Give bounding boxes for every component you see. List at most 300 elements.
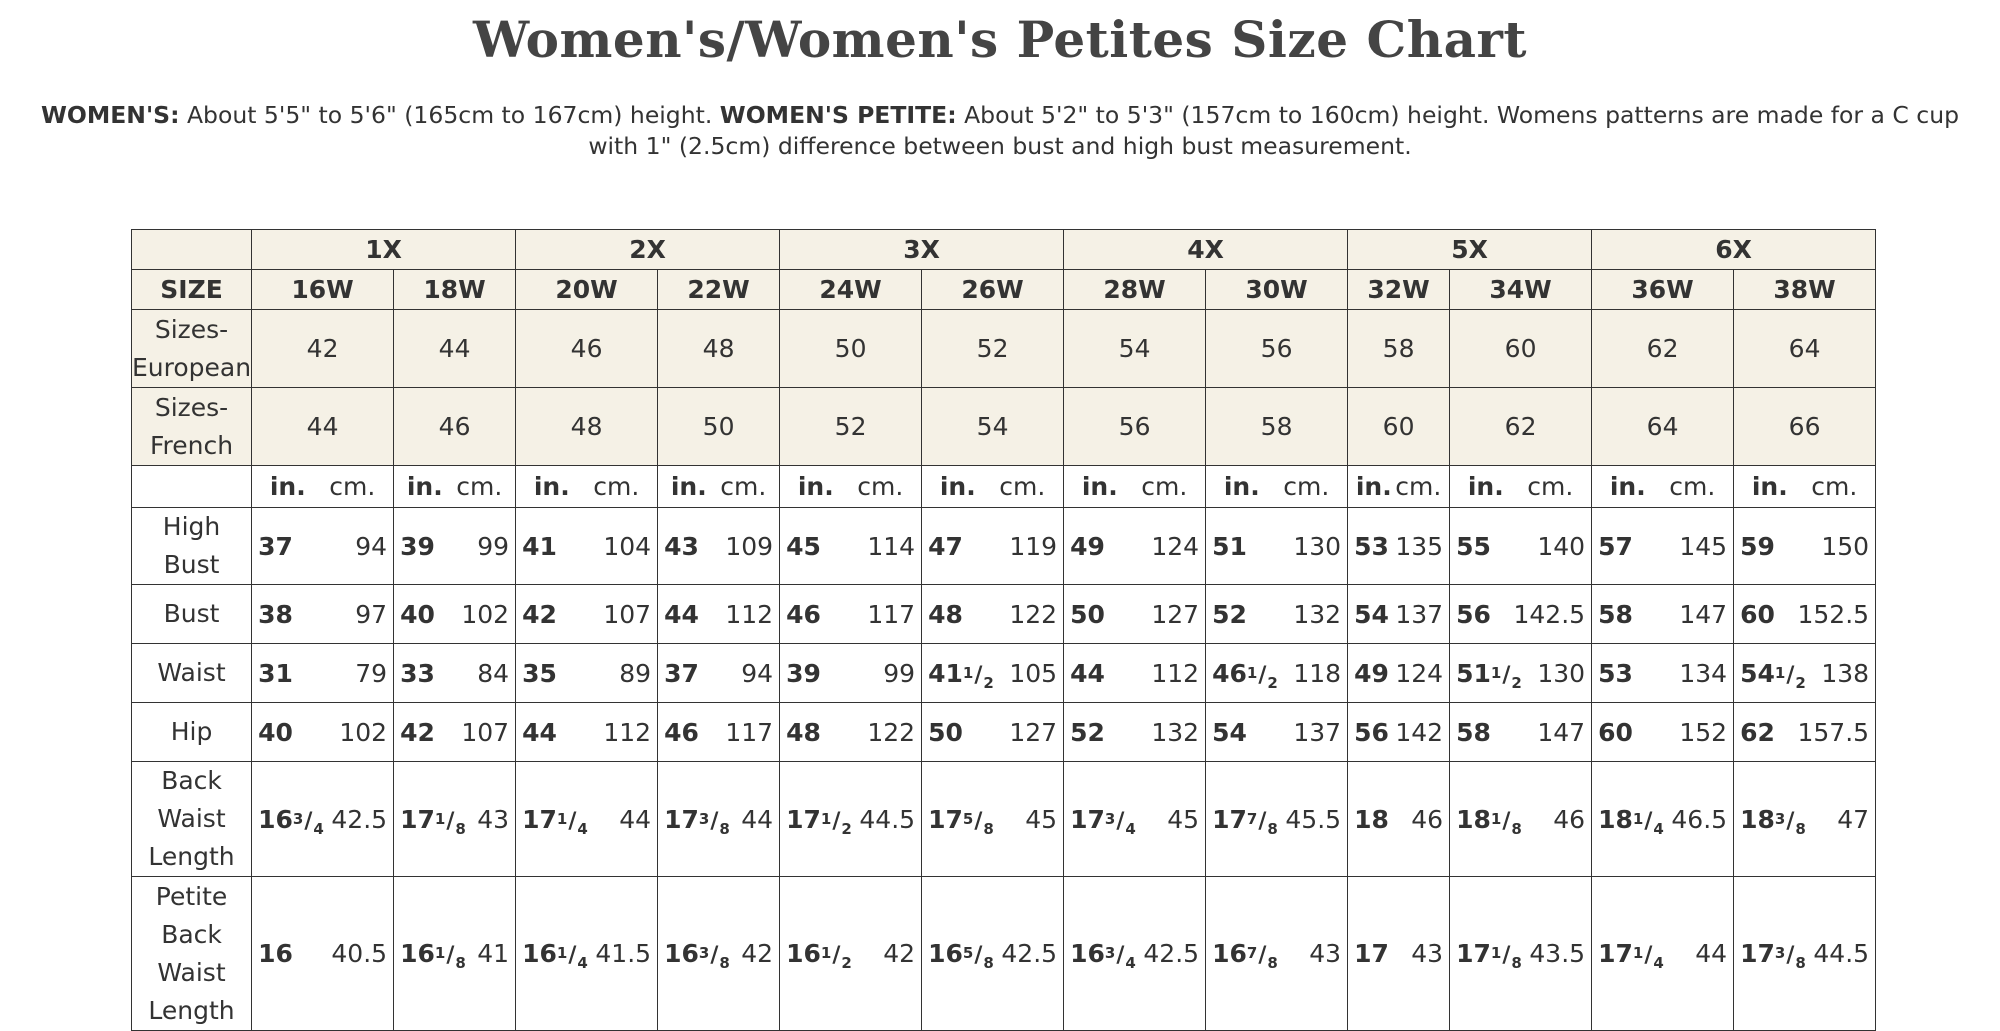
cm-value: 114: [867, 531, 916, 561]
unit-inch: in.: [670, 472, 707, 501]
cm-value: 42: [883, 939, 916, 968]
cm-value: 42.5: [1143, 939, 1200, 968]
petite-text: About 5'2" to 5'3" (157cm to 160cm) height. Womens patterns are made for a C cup with 1" (2.5cm) difference between bust and high bust measurement.: [588, 101, 1960, 160]
unit-inch: in.: [1751, 472, 1788, 501]
cm-value: 147: [1537, 717, 1586, 747]
inch-value: 40: [400, 599, 435, 629]
size-cell: 20W: [516, 270, 658, 310]
measurement-cell: [1734, 644, 1876, 703]
measurement-cell: [780, 703, 922, 762]
measurement-cell: [780, 644, 922, 703]
size-value: 50: [780, 310, 922, 388]
inch-value: 59: [1740, 531, 1775, 561]
measurement-cell: [1206, 585, 1348, 644]
inch-value: 51: [1212, 531, 1247, 561]
measurement-row: [132, 508, 1876, 585]
cm-value: 97: [355, 599, 388, 629]
cm-value: 99: [883, 658, 916, 688]
inch-value: 50: [928, 717, 963, 747]
size-value: 46: [516, 310, 658, 388]
measurement-cell: [1734, 585, 1876, 644]
measurement-cell: [1734, 703, 1876, 762]
measurement-cell: [394, 644, 516, 703]
inch-value: 54: [1354, 599, 1389, 629]
cm-value: 152: [1679, 717, 1728, 747]
measurement-cell: [1064, 703, 1206, 762]
measurement-cell: [394, 762, 516, 877]
size-cell: 38W: [1734, 270, 1876, 310]
intro-paragraph: [20, 100, 1980, 162]
european-size-row: [132, 310, 1876, 388]
cm-value: 89: [619, 658, 652, 688]
inch-value: 16 $^3$ / $_4$: [258, 804, 324, 838]
cm-value: 107: [461, 717, 510, 747]
cm-value: 112: [603, 717, 652, 747]
inch-value: 42: [400, 717, 435, 747]
cm-value: 102: [339, 717, 388, 747]
inch-value: 17 $^3$ / $_8$: [1740, 939, 1806, 972]
inch-value: 57: [1598, 531, 1633, 561]
cm-value: 42: [741, 939, 774, 968]
cm-value: 43: [477, 804, 510, 834]
measurement-label: High Bust: [132, 508, 252, 585]
cm-value: 132: [1293, 599, 1342, 629]
measurement-row: [132, 644, 1876, 703]
cm-value: 118: [1293, 658, 1342, 688]
inch-value: 55: [1456, 531, 1491, 561]
inch-value: 41: [522, 531, 557, 561]
size-value: 58: [1206, 388, 1348, 466]
cm-value: 130: [1537, 658, 1586, 688]
unit-cm: cm.: [1811, 472, 1858, 501]
cm-value: 41.5: [595, 939, 652, 968]
measurement-cell: [1734, 762, 1876, 877]
measurement-row: [132, 703, 1876, 762]
cm-value: 152.5: [1797, 599, 1870, 629]
measurement-cell: [1206, 703, 1348, 762]
size-value: 42: [252, 310, 394, 388]
inch-value: 52: [1070, 717, 1105, 747]
inch-value: 17 $^1$ / $_4$: [522, 804, 588, 838]
cm-value: 142: [1395, 717, 1444, 747]
inch-value: 33: [400, 658, 435, 688]
measurement-cell: [658, 508, 780, 585]
measurement-cell: [658, 585, 780, 644]
cm-value: 46: [1553, 804, 1586, 834]
cm-value: 138: [1821, 658, 1870, 688]
size-value: 60: [1450, 310, 1592, 388]
cm-value: 135: [1395, 531, 1444, 561]
inch-value: 60: [1598, 717, 1633, 747]
measurement-cell: [1348, 877, 1450, 1031]
blank-cell: [132, 466, 252, 508]
unit-cell: [516, 466, 658, 508]
size-value: 44: [252, 388, 394, 466]
measurement-cell: [658, 644, 780, 703]
cm-value: 104: [603, 531, 652, 561]
measurement-label: Waist: [132, 644, 252, 703]
measurement-cell: [1348, 644, 1450, 703]
measurement-cell: [1450, 508, 1592, 585]
measurement-cell: [394, 508, 516, 585]
measurement-cell: [394, 877, 516, 1031]
unit-inch: in.: [1355, 472, 1392, 501]
cm-value: 43.5: [1529, 939, 1586, 968]
unit-cm: cm.: [1527, 472, 1574, 501]
measurement-cell: [1592, 703, 1734, 762]
measurement-cell: [1348, 703, 1450, 762]
size-row: [132, 270, 1876, 310]
unit-cell: [1450, 466, 1592, 508]
group-header: 6X: [1592, 230, 1876, 270]
inch-value: 51 $^1$ / $_2$: [1456, 658, 1522, 692]
inch-value: 50: [1070, 599, 1105, 629]
size-value: 48: [516, 388, 658, 466]
cm-value: 132: [1151, 717, 1200, 747]
inch-value: 17 $^1$ / $_2$: [786, 804, 852, 838]
inch-value: 54: [1212, 717, 1247, 747]
inch-value: 46: [664, 717, 699, 747]
size-value: 48: [658, 310, 780, 388]
measurement-cell: [1592, 644, 1734, 703]
cm-value: 44: [1695, 939, 1728, 968]
unit-cell: [1592, 466, 1734, 508]
cm-value: 150: [1821, 531, 1870, 561]
measurement-cell: [1592, 877, 1734, 1031]
measurement-cell: [1592, 508, 1734, 585]
inch-value: 53: [1354, 531, 1389, 561]
measurement-cell: [922, 508, 1064, 585]
inch-value: 40: [258, 717, 293, 747]
cm-value: 46: [1411, 804, 1444, 834]
inch-value: 17 $^7$ / $_8$: [1212, 804, 1278, 838]
measurement-cell: [1592, 762, 1734, 877]
unit-cell: [1734, 466, 1876, 508]
inch-value: 44: [522, 717, 557, 747]
inch-value: 16 $^3$ / $_8$: [664, 939, 730, 972]
cm-value: 45: [1025, 804, 1058, 834]
size-cell: 28W: [1064, 270, 1206, 310]
unit-cm: cm.: [857, 472, 904, 501]
measurement-cell: [1592, 585, 1734, 644]
womens-text: About 5'5" to 5'6" (165cm to 167cm) height.: [179, 101, 720, 129]
size-value: 56: [1064, 388, 1206, 466]
measurement-cell: [516, 703, 658, 762]
measurement-cell: [1206, 877, 1348, 1031]
inch-value: 17 $^1$ / $_8$: [400, 804, 466, 838]
size-value: 52: [780, 388, 922, 466]
cm-value: 122: [867, 717, 916, 747]
cm-value: 127: [1009, 717, 1058, 747]
measurement-cell: [922, 644, 1064, 703]
measurement-cell: [1206, 508, 1348, 585]
measurement-cell: [516, 762, 658, 877]
inch-value: 16 $^3$ / $_4$: [1070, 939, 1136, 972]
cm-value: 117: [725, 717, 774, 747]
cm-value: 43: [1309, 939, 1342, 968]
inch-value: 62: [1740, 717, 1775, 747]
inch-value: 44: [1070, 658, 1105, 688]
unit-inch: in.: [1081, 472, 1118, 501]
measurement-cell: [1734, 877, 1876, 1031]
inch-value: 31: [258, 658, 293, 688]
inch-value: 16 $^7$ / $_8$: [1212, 939, 1278, 972]
measurement-label: Petite Back Waist Length: [132, 877, 252, 1031]
measurement-cell: [1348, 508, 1450, 585]
measurement-cell: [780, 508, 922, 585]
measurement-cell: [780, 877, 922, 1031]
unit-cell: [394, 466, 516, 508]
group-header: 1X: [252, 230, 516, 270]
inch-value: 44: [664, 599, 699, 629]
size-cell: 26W: [922, 270, 1064, 310]
cm-value: 112: [1151, 658, 1200, 688]
womens-label: WOMEN'S:: [40, 101, 180, 129]
inch-value: 17: [1354, 939, 1389, 968]
cm-value: 94: [355, 531, 388, 561]
unit-inch: in.: [269, 472, 306, 501]
size-value: 44: [394, 310, 516, 388]
size-value: 46: [394, 388, 516, 466]
cm-value: 44: [619, 804, 652, 834]
inch-value: 16 $^5$ / $_8$: [928, 939, 994, 972]
inch-value: 49: [1354, 658, 1389, 688]
size-cell: 30W: [1206, 270, 1348, 310]
group-header: 2X: [516, 230, 780, 270]
measurement-label: Back Waist Length: [132, 762, 252, 877]
unit-cell: [1348, 466, 1450, 508]
measurement-cell: [252, 644, 394, 703]
measurement-cell: [252, 762, 394, 877]
cm-value: 40.5: [331, 939, 388, 968]
inch-value: 56: [1354, 717, 1389, 747]
cm-value: 105: [1009, 658, 1058, 688]
unit-cell: [1206, 466, 1348, 508]
measurement-cell: [658, 762, 780, 877]
row-label: Sizes-French: [132, 388, 252, 466]
size-value: 66: [1734, 388, 1876, 466]
cm-value: 127: [1151, 599, 1200, 629]
size-value: 64: [1734, 310, 1876, 388]
cm-value: 112: [725, 599, 774, 629]
cm-value: 99: [477, 531, 510, 561]
measurement-row: [132, 585, 1876, 644]
inch-value: 52: [1212, 599, 1247, 629]
cm-value: 134: [1679, 658, 1728, 688]
inch-value: 49: [1070, 531, 1105, 561]
inch-value: 41 $^1$ / $_2$: [928, 658, 994, 692]
unit-cm: cm.: [720, 472, 767, 501]
measurement-label: Bust: [132, 585, 252, 644]
size-value: 54: [922, 388, 1064, 466]
inch-value: 60: [1740, 599, 1775, 629]
unit-row: [132, 466, 1876, 508]
row-label: Sizes-European: [132, 310, 252, 388]
measurement-cell: [252, 508, 394, 585]
measurement-cell: [922, 585, 1064, 644]
measurement-cell: [1450, 877, 1592, 1031]
cm-value: 42.5: [1001, 939, 1058, 968]
unit-cm: cm.: [1395, 472, 1442, 501]
cm-value: 44: [741, 804, 774, 834]
size-cell: 22W: [658, 270, 780, 310]
measurement-cell: [1064, 508, 1206, 585]
measurement-cell: [1450, 703, 1592, 762]
cm-value: 46.5: [1671, 804, 1728, 834]
unit-inch: in.: [1223, 472, 1260, 501]
group-header: 4X: [1064, 230, 1348, 270]
measurement-cell: [780, 762, 922, 877]
inch-value: 38: [258, 599, 293, 629]
inch-value: 16: [258, 939, 293, 968]
inch-value: 18: [1354, 804, 1389, 834]
inch-value: 53: [1598, 658, 1633, 688]
measurement-cell: [1450, 762, 1592, 877]
measurement-cell: [1206, 644, 1348, 703]
measurement-cell: [252, 585, 394, 644]
inch-value: 56: [1456, 599, 1491, 629]
size-cell: 16W: [252, 270, 394, 310]
inch-value: 17 $^1$ / $_4$: [1598, 939, 1664, 972]
measurement-cell: [780, 585, 922, 644]
group-header: 3X: [780, 230, 1064, 270]
measurement-cell: [394, 585, 516, 644]
measurement-cell: [922, 762, 1064, 877]
size-cell: 18W: [394, 270, 516, 310]
cm-value: 47: [1837, 804, 1870, 834]
unit-cell: [780, 466, 922, 508]
inch-value: 48: [928, 599, 963, 629]
cm-value: 79: [355, 658, 388, 688]
petite-label: WOMEN'S PETITE:: [719, 101, 957, 129]
unit-cm: cm.: [456, 472, 503, 501]
inch-value: 47: [928, 531, 963, 561]
measurement-cell: [1734, 508, 1876, 585]
unit-cell: [1064, 466, 1206, 508]
unit-inch: in.: [1467, 472, 1504, 501]
inch-value: 58: [1598, 599, 1633, 629]
cm-value: 124: [1395, 658, 1444, 688]
cm-value: 43: [1411, 939, 1444, 968]
measurement-cell: [1450, 585, 1592, 644]
cm-value: 107: [603, 599, 652, 629]
size-value: 60: [1348, 388, 1450, 466]
cm-value: 124: [1151, 531, 1200, 561]
cm-value: 117: [867, 599, 916, 629]
unit-inch: in.: [939, 472, 976, 501]
measurement-row: [132, 762, 1876, 877]
inch-value: 35: [522, 658, 557, 688]
inch-value: 17 $^3$ / $_8$: [664, 804, 730, 838]
unit-cell: [252, 466, 394, 508]
inch-value: 42: [522, 599, 557, 629]
measurement-cell: [516, 585, 658, 644]
cm-value: 157.5: [1797, 717, 1870, 747]
cm-value: 137: [1293, 717, 1342, 747]
measurement-row: [132, 877, 1876, 1031]
cm-value: 45: [1167, 804, 1200, 834]
unit-inch: in.: [406, 472, 443, 501]
inch-value: 48: [786, 717, 821, 747]
cm-value: 145: [1679, 531, 1728, 561]
unit-cm: cm.: [1283, 472, 1330, 501]
cm-value: 130: [1293, 531, 1342, 561]
size-chart-table: [131, 229, 1876, 1031]
measurement-cell: [394, 703, 516, 762]
cm-value: 147: [1679, 599, 1728, 629]
cm-value: 44.5: [859, 804, 916, 834]
unit-cm: cm.: [593, 472, 640, 501]
size-label: SIZE: [132, 270, 252, 310]
cm-value: 41: [477, 939, 510, 968]
unit-inch: in.: [797, 472, 834, 501]
size-value: 58: [1348, 310, 1450, 388]
page-title: Women's/Women's Petites Size Chart: [473, 10, 1527, 69]
measurement-cell: [1348, 762, 1450, 877]
measurement-cell: [922, 877, 1064, 1031]
measurement-cell: [658, 703, 780, 762]
inch-value: 39: [400, 531, 435, 561]
inch-value: 17 $^1$ / $_8$: [1456, 939, 1522, 972]
size-cell: 36W: [1592, 270, 1734, 310]
cm-value: 122: [1009, 599, 1058, 629]
size-cell: 32W: [1348, 270, 1450, 310]
size-value: 52: [922, 310, 1064, 388]
inch-value: 16 $^1$ / $_2$: [786, 939, 852, 972]
inch-value: 45: [786, 531, 821, 561]
size-cell: 34W: [1450, 270, 1592, 310]
measurement-cell: [516, 877, 658, 1031]
size-value: 50: [658, 388, 780, 466]
cm-value: 109: [725, 531, 774, 561]
inch-value: 18 $^3$ / $_8$: [1740, 804, 1806, 838]
unit-cm: cm.: [329, 472, 376, 501]
inch-value: 17 $^5$ / $_8$: [928, 804, 994, 838]
inch-value: 46: [786, 599, 821, 629]
unit-inch: in.: [1609, 472, 1646, 501]
unit-cell: [658, 466, 780, 508]
cm-value: 140: [1537, 531, 1586, 561]
inch-value: 46 $^1$ / $_2$: [1212, 658, 1278, 692]
measurement-cell: [658, 877, 780, 1031]
inch-value: 43: [664, 531, 699, 561]
measurement-cell: [252, 877, 394, 1031]
inch-value: 18 $^1$ / $_8$: [1456, 804, 1522, 838]
cm-value: 42.5: [331, 804, 388, 834]
inch-value: 54 $^1$ / $_2$: [1740, 658, 1806, 692]
measurement-cell: [1348, 585, 1450, 644]
size-value: 62: [1450, 388, 1592, 466]
inch-value: 16 $^1$ / $_8$: [400, 939, 466, 972]
unit-cm: cm.: [1141, 472, 1188, 501]
size-value: 62: [1592, 310, 1734, 388]
measurement-cell: [252, 703, 394, 762]
cm-value: 84: [477, 658, 510, 688]
cm-value: 137: [1395, 599, 1444, 629]
size-value: 64: [1592, 388, 1734, 466]
cm-value: 119: [1009, 531, 1058, 561]
inch-value: 37: [664, 658, 699, 688]
group-header-row: [132, 230, 1876, 270]
cm-value: 94: [741, 658, 774, 688]
cm-value: 142.5: [1513, 599, 1586, 629]
measurement-cell: [922, 703, 1064, 762]
cm-value: 45.5: [1285, 804, 1342, 834]
size-cell: 24W: [780, 270, 922, 310]
inch-value: 17 $^3$ / $_4$: [1070, 804, 1136, 838]
measurement-cell: [1064, 644, 1206, 703]
inch-value: 39: [786, 658, 821, 688]
